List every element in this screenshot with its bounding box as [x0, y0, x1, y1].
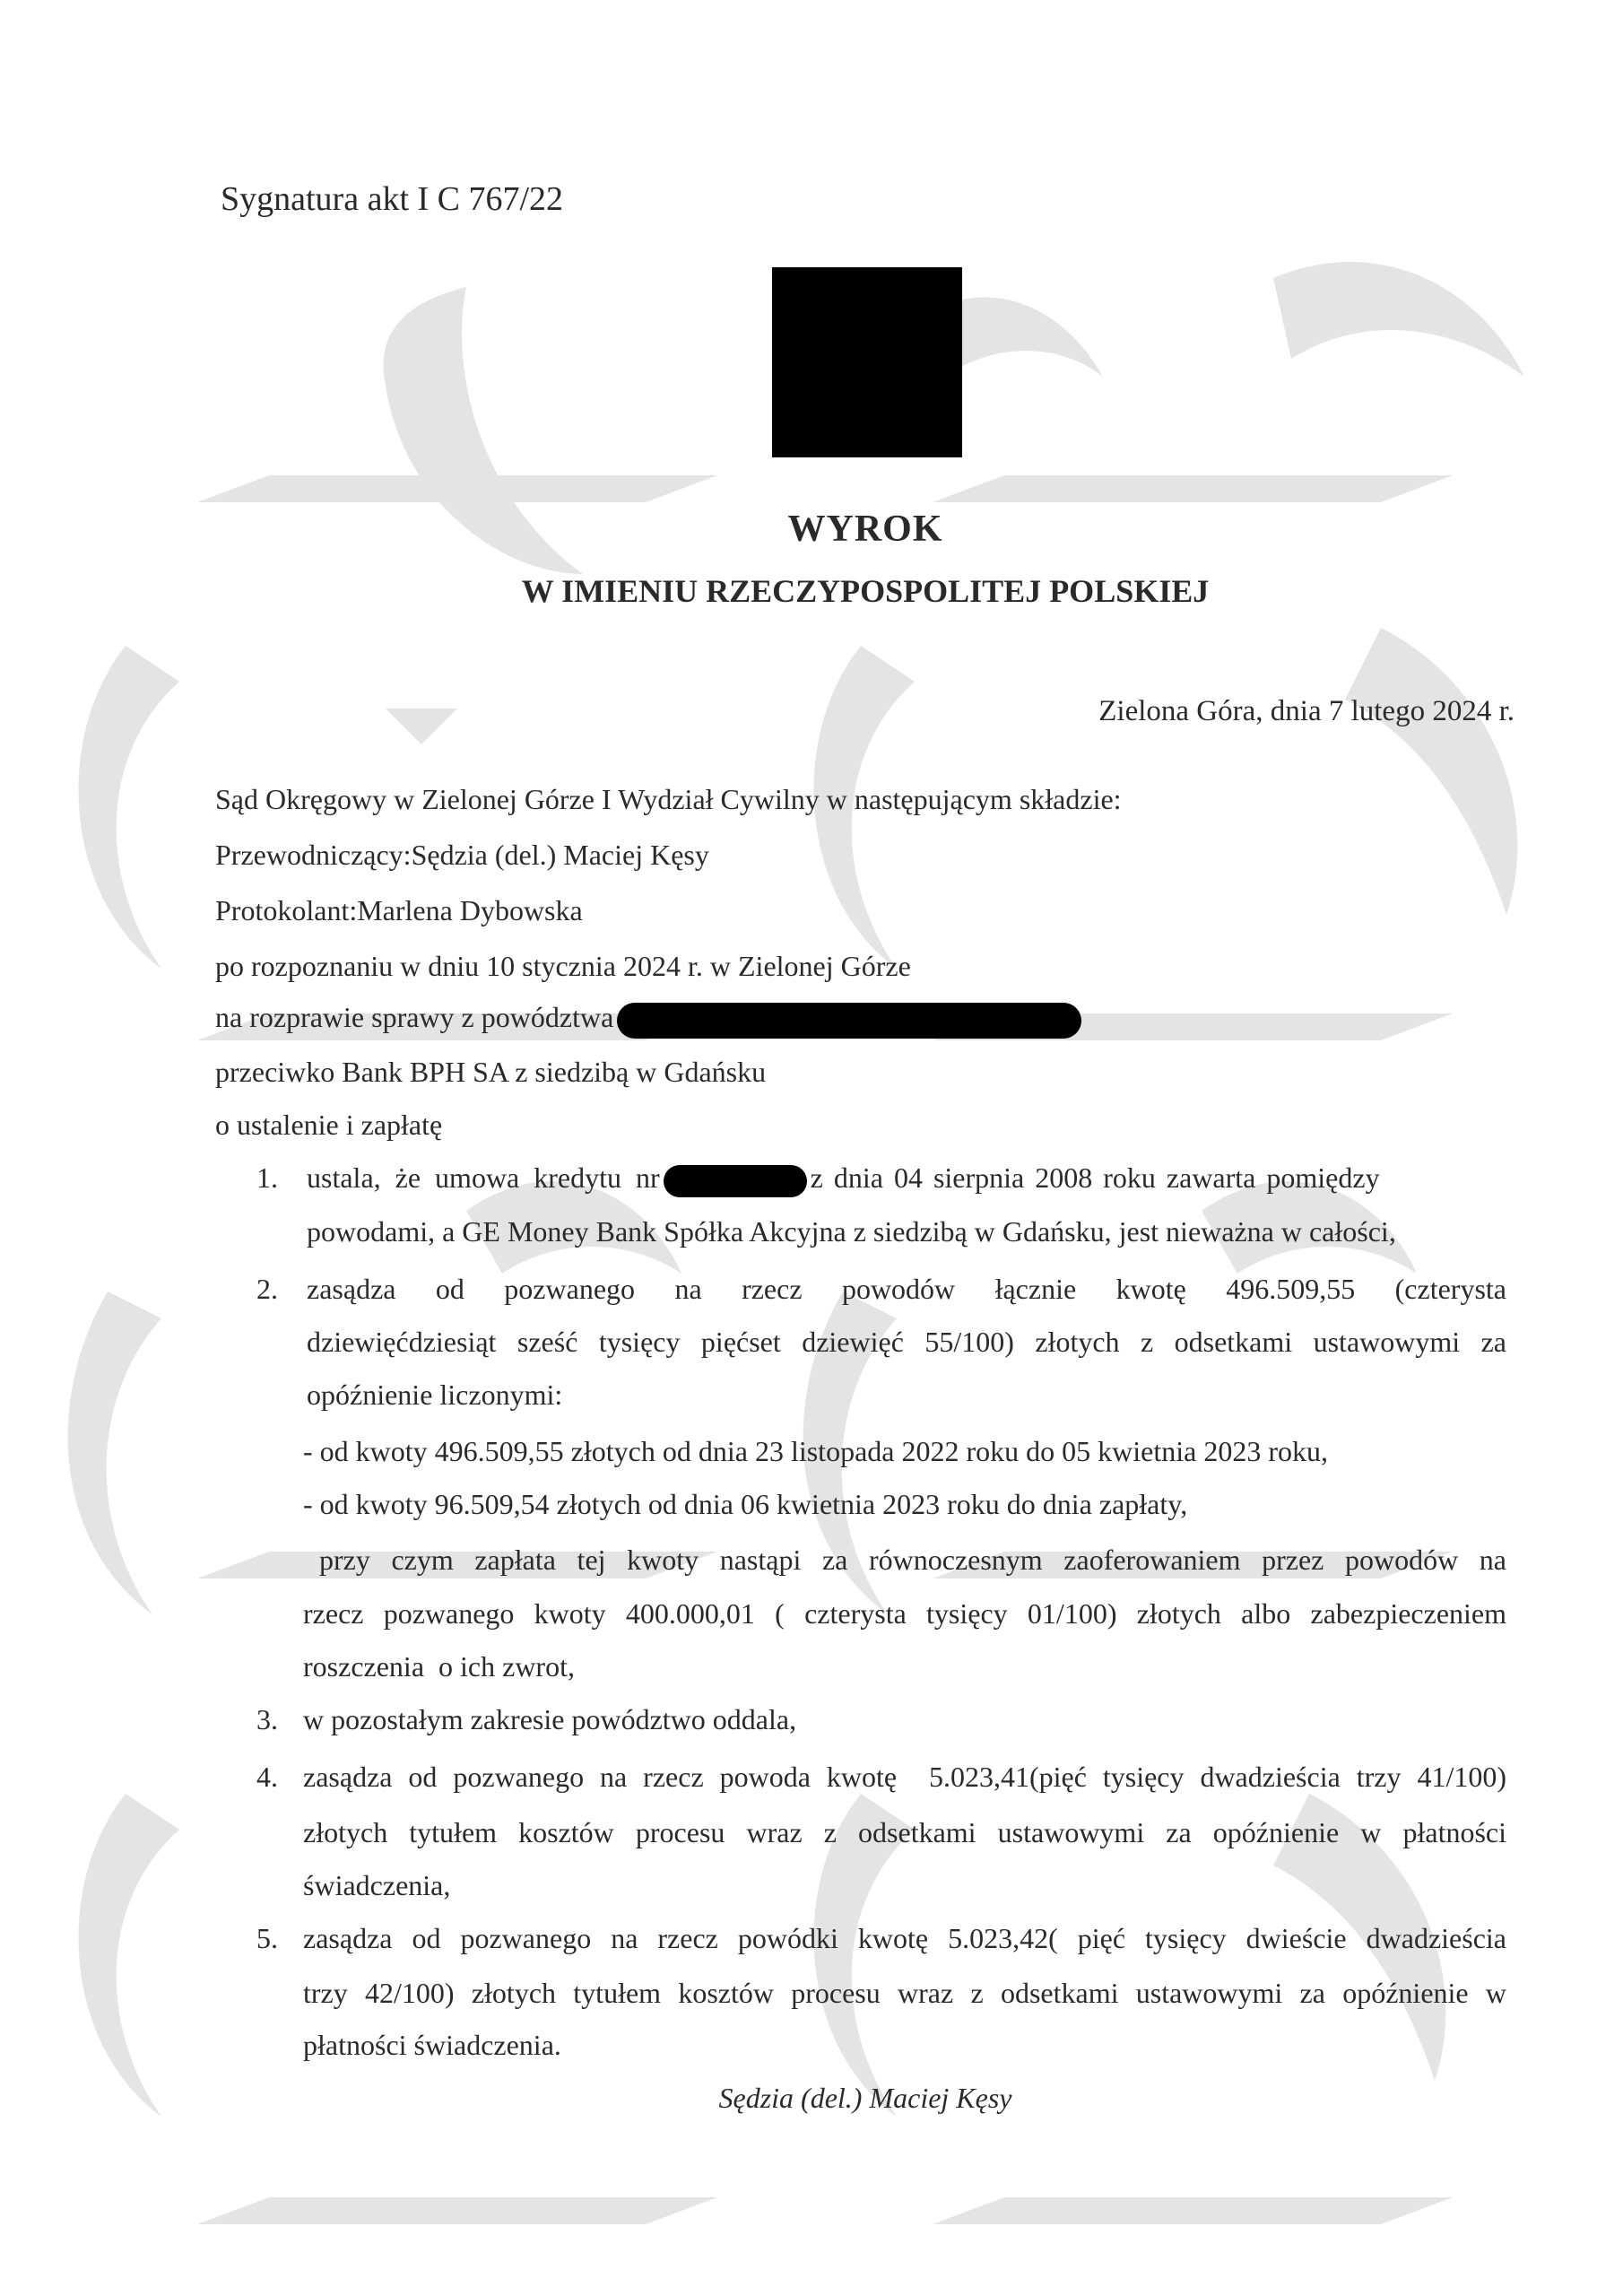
presiding-judge: Przewodniczący:Sędzia (del.) Maciej Kęsy — [215, 839, 709, 871]
judge-signature: Sędzia (del.) Maciej Kęsy — [718, 2082, 1012, 2114]
case-subject: o ustalenie i zapłatę — [215, 1109, 443, 1141]
item-number: 4. — [256, 1761, 278, 1793]
judgment-title: WYROK — [787, 509, 943, 550]
hearing-info: po rozpoznaniu w dniu 10 stycznia 2024 r. w Zielonej Górze — [215, 950, 911, 982]
item-number: 3. — [256, 1703, 278, 1735]
item-line — [307, 1161, 1506, 1197]
item-line: dziewięćdziesiąt sześć tysięcy pięćset dziewięć 55/100) złotych z odsetkami ustawowymi za — [307, 1326, 1506, 1358]
case-signature: Sygnatura akt I C 767/22 — [221, 180, 564, 218]
item-line: zasądza od pozwanego na rzecz powoda kwotę 5.023,41(pięć tysięcy dwadzieścia trzy 41/100) — [303, 1761, 1506, 1793]
judgment-subtitle: W IMIENIU RZECZYPOSPOLITEJ POLSKIEJ — [521, 573, 1210, 609]
court-clerk: Protokolant:Marlena Dybowska — [215, 894, 583, 926]
plaintiff-line — [215, 1001, 1081, 1039]
item-line: zasądza od pozwanego na rzecz powódki kwotę 5.023,42( pięć tysięcy dwieście dwadzieścia — [303, 1922, 1506, 1954]
item-line: - od kwoty 96.509,54 złotych od dnia 06 kwietnia 2023 roku do dnia zapłaty, — [303, 1488, 1188, 1520]
item-line: rzecz pozwanego kwoty 400.000,01 ( czterysta tysięcy 01/100) złotych albo zabezpieczeniem — [303, 1597, 1506, 1630]
item-text: z dnia 04 sierpnia 2008 roku zawarta pomiędzy — [810, 1161, 1380, 1194]
place-date: Zielona Góra, dnia 7 lutego 2024 r. — [1098, 695, 1515, 727]
item-line: roszczenia o ich zwrot, — [303, 1650, 575, 1683]
item-line: trzy 42/100) złotych tytułem kosztów procesu wraz z odsetkami ustawowymi za opóźnienie w — [303, 1977, 1506, 2009]
defendant-line: przeciwko Bank BPH SA z siedzibą w Gdańsku — [215, 1056, 767, 1088]
item-line: powodami, a GE Money Bank Spółka Akcyjna z siedzibą w Gdańsku, jest nieważna w całości, — [307, 1215, 1396, 1248]
item-text: ustala, że umowa kredytu nr — [307, 1161, 660, 1194]
item-line: złotych tytułem kosztów procesu wraz z odsetkami ustawowymi za opóźnienie w płatności — [303, 1816, 1506, 1848]
redacted-plaintiff — [617, 1003, 1081, 1039]
item-line: płatności świadczenia. — [303, 2029, 561, 2061]
item-number: 1. — [256, 1161, 278, 1194]
item-line: - od kwoty 496.509,55 złotych od dnia 23 listopada 2022 roku do 05 kwietnia 2023 roku, — [303, 1435, 1328, 1467]
item-line: świadczenia, — [303, 1869, 451, 1901]
item-number: 5. — [256, 1922, 278, 1954]
redacted-contract-number — [664, 1165, 807, 1197]
item-number: 2. — [256, 1273, 278, 1305]
item-line: opóźnienie liczonymi: — [307, 1378, 563, 1411]
plaintiff-prefix: na rozprawie sprawy z powództwa — [215, 1001, 614, 1033]
court-composition: Sąd Okręgowy w Zielonej Górze I Wydział Cywilny w następującym składzie: — [215, 783, 1122, 815]
item-line: w pozostałym zakresie powództwo oddala, — [303, 1703, 797, 1735]
redacted-block — [772, 267, 962, 457]
item-line: zasądza od pozwanego na rzecz powodów łącznie kwotę 496.509,55 (czterysta — [307, 1273, 1506, 1305]
item-line: przy czym zapłata tej kwoty nastąpi za równoczesnym zaoferowaniem przez powodów na — [319, 1544, 1506, 1576]
